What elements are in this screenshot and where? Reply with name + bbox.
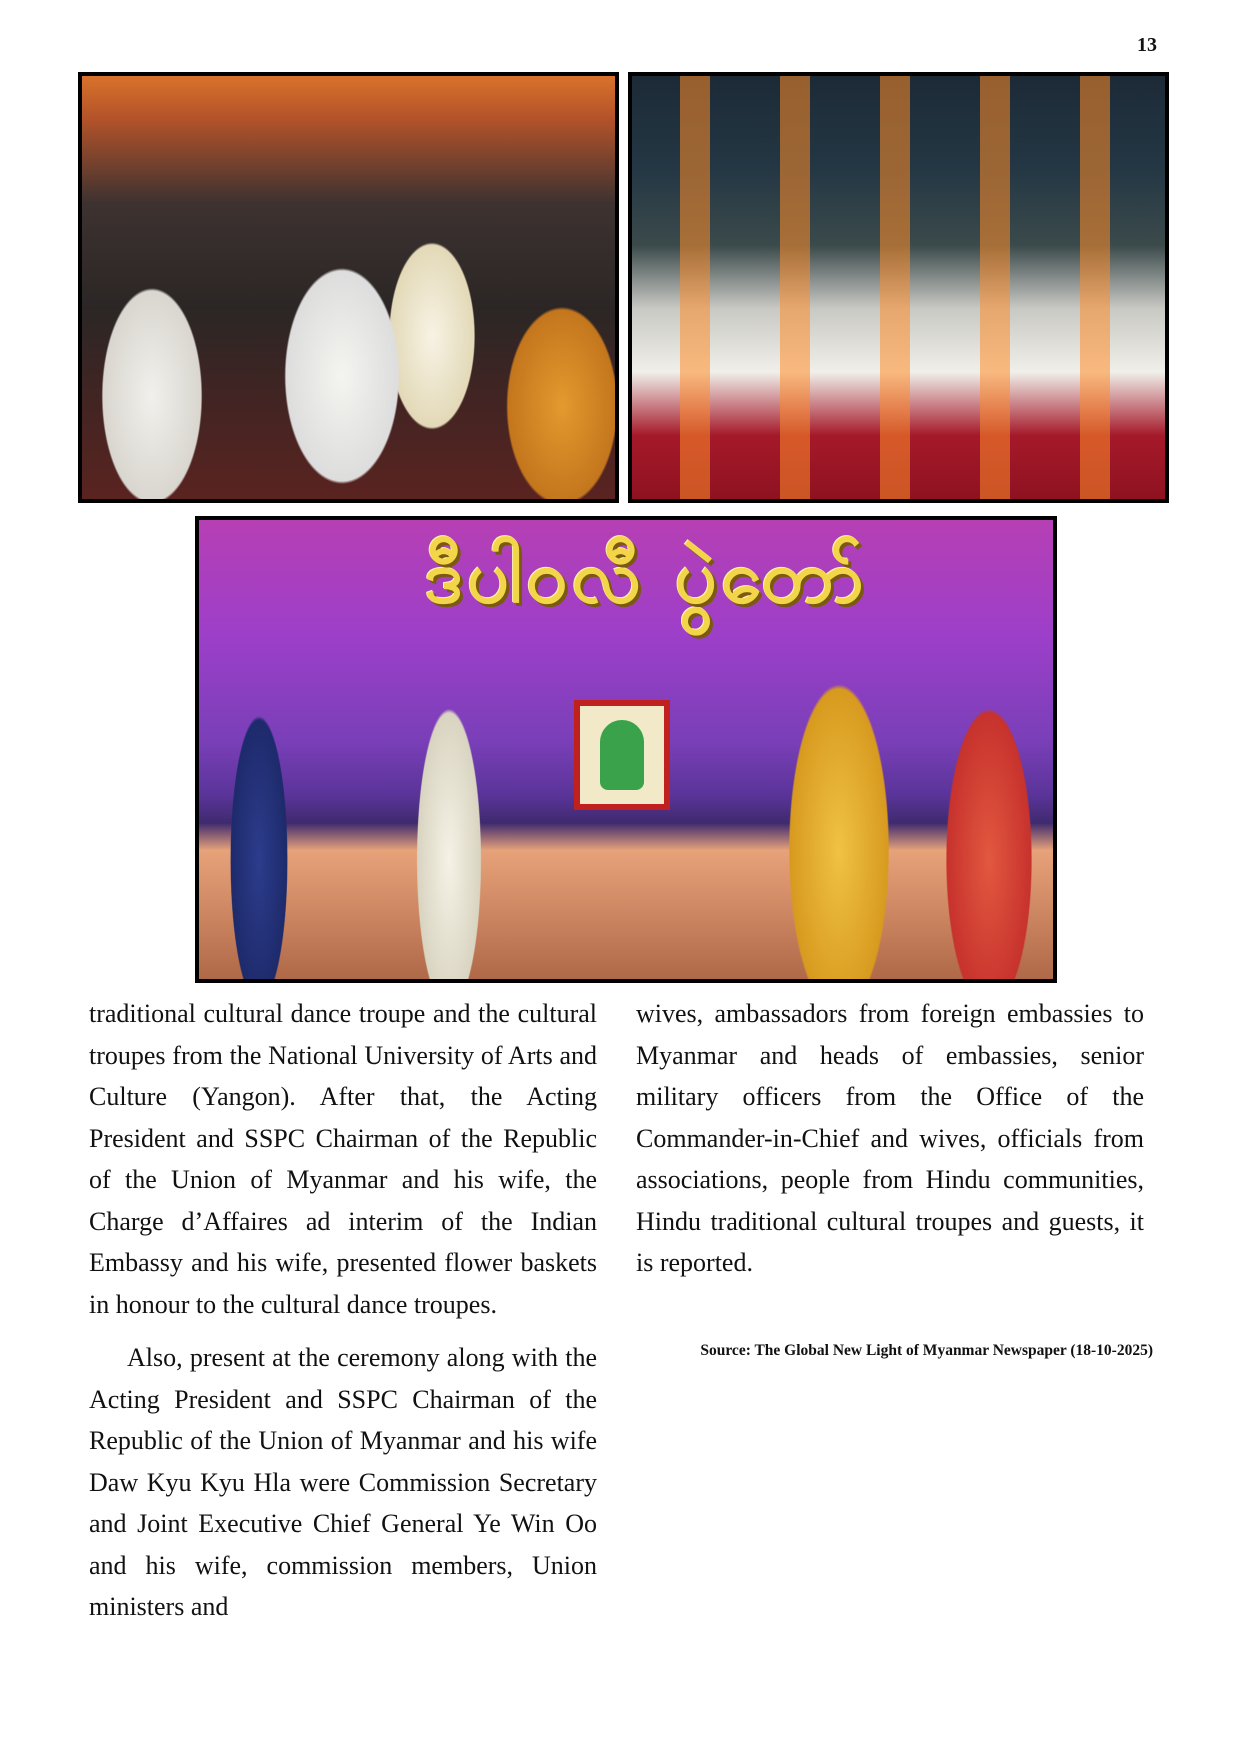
page-number: 13	[1137, 34, 1157, 56]
source-credit: Source: The Global New Light of Myanmar Newspaper (18-10-2025)	[700, 1342, 1153, 1359]
article-column-left	[89, 993, 597, 1628]
framed-deity-picture	[574, 700, 670, 810]
article-paragraph: traditional cultural dance troupe and the cultural troupes from the National University of Arts and Culture (Yangon). After that, the Acting President and SSPC Chairman of the Republic of the Union of Myanmar and his wife, the Charge d’Affaires ad interim of the Indian Embassy and his wife, presented flower baskets in honour to the cultural dance troupes.	[89, 999, 597, 1319]
photo-diwali-stage-presentation	[195, 516, 1057, 983]
stage-banner-text: ဒီပါဝလီ ပွဲတော်	[424, 534, 868, 620]
article-paragraph: wives, ambassadors from foreign embassies to Myanmar and heads of embassies, senior military officers from the Office of the Commander-in-Chief and wives, officials from associations, people from Hindu communities, Hindu traditional cultural troupes and guests, it is reported.	[636, 999, 1144, 1277]
article-column-right	[636, 993, 1144, 1284]
article-paragraph: Also, present at the ceremony along with the Acting President and SSPC Chairman of the Republic of the Union of Myanmar and his wife Daw Kyu Kyu Hla were Commission Secretary and Joint Executive Chief General Ye Win Oo and his wife, commission members, Union ministers and	[89, 1343, 597, 1621]
photo-diwali-outdoor-ceremony	[628, 72, 1169, 503]
photo-diwali-greeting	[78, 72, 619, 503]
